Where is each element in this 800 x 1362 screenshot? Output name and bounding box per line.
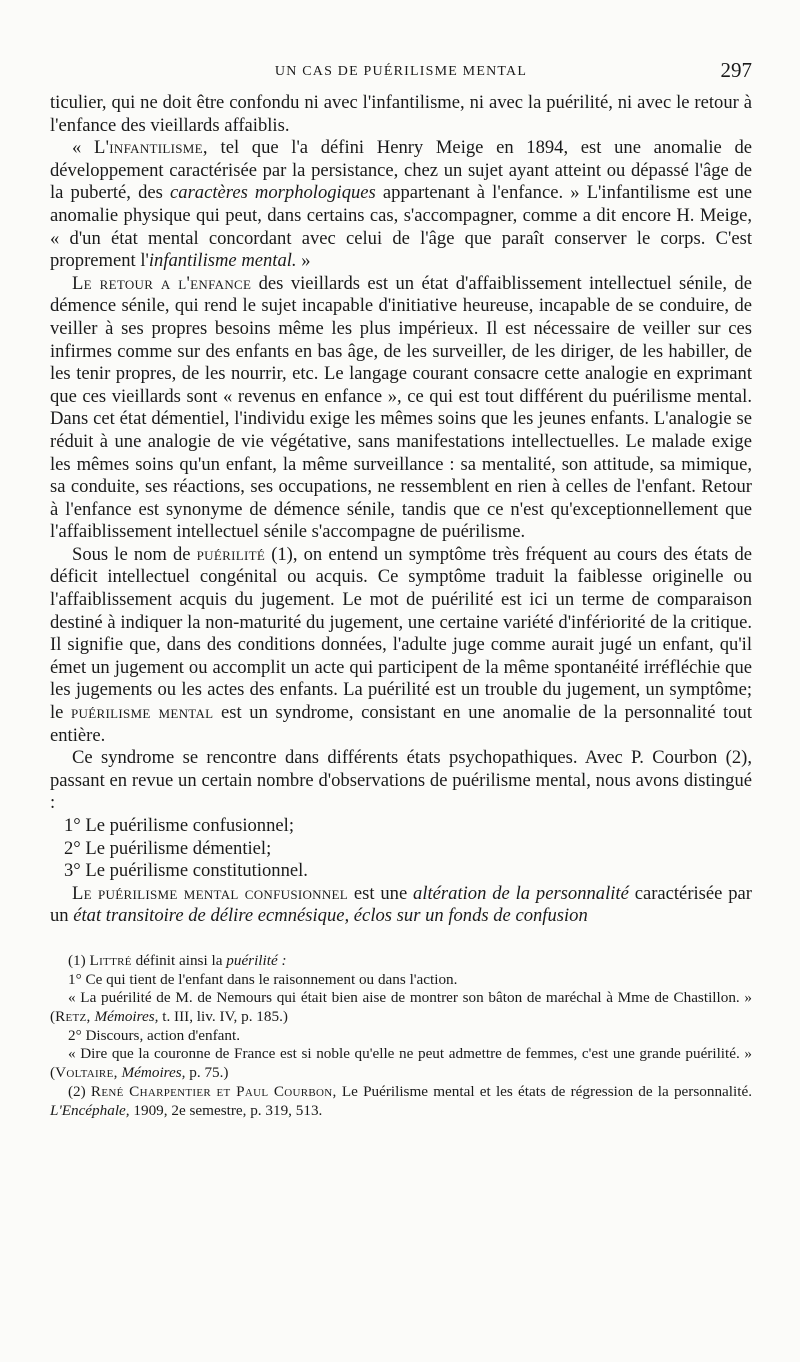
text-segment: appartenant à l'enfance. » L'infantilisme est une anomalie physique qui peut, dans certains cas, s'accompagner, comme a dit encore H. Meige, « d'un état mental concordant avec celui de l'âge que paraît conserver le corps. C'est proprement l' [50,182,752,272]
text-segment: « Dire que la couronne de France est si noble qu'elle ne peut admettre de femmes, c'est une grande puérilité. » ( [50,1045,752,1082]
text-segment: des vieillards est un état d'affaiblissement intellectuel sénile, de démence sénile, qui rend le sujet incapable d'initiative heureuse, incapable de se conduire, de veiller à ses propres besoins même les plus impérieux. Il est nécessaire de veiller sur ces infirmes comme sur des enfants en bas âge, de les surveiller, de les diriger, de les habiller, de les tenir propres, de les nourrir, etc. Le langage courant consacre cette analogie en exprimant que ces vieillards sont « revenus en enfance », ce qui est tout différent du puérilisme mental. Dans cet état démentiel, l'individu exige les mêmes soins que les jeunes enfants. L'analogie se réduit à une analogie de vie végétative, sans manifestations intellectuelles. Le malade exige les mêmes soins qu'un enfant, la même surveillance : sa mentalité, son attitude, sa mimique, sa conduite, ses réactions, ses occupations, ne ressemblent en rien à celles de l'enfant. Retour à l'enfance est synonyme de démence sénile, tandis que ce n'est qu'exceptionnellement que l'affaiblissement intellectuel sénile s'accompagne de puérilisme. [50,272,752,543]
text-segment: p. 75.) [185,1064,229,1082]
text-segment: définit ainsi la [131,951,227,969]
footnote-quote [50,1045,752,1082]
running-head [50,58,752,92]
text-segment: t. III, liv. IV, p. 185.) [158,1008,288,1026]
text-segment: » [296,250,311,272]
paragraph-continuation: ticulier, qui ne doit être confondu ni avec l'infantilisme, ni avec la puérilité, ni avec le retour à l'enfance des vieillards affaiblis. [50,92,752,136]
enumerated-list [50,815,752,883]
text-segment: « La puérilité de M. de Nemours qui était bien aise de montrer son bâton de maréchal à Mme de Chastillon. » ( [50,989,752,1026]
term-puerilisme-mental: puérilisme mental [71,702,214,724]
paragraph-infantilisme [50,137,752,273]
emphasis-text: L'Encéphale, [50,1101,130,1119]
footnotes [50,952,752,1120]
term-puerilisme-confusionnel: Le puérilisme mental confusionnel [72,882,349,904]
list-item: 2° Le puérilisme démentiel; [64,837,272,859]
text-segment: Sous le nom de [72,543,197,565]
author-name: René Charpentier et Paul Courbon, [90,1082,337,1100]
emphasis-text: Mémoires, [117,1064,186,1082]
list-item: 1° Le puérilisme confusionnel; [64,815,294,836]
emphasis-text: puérilité : [226,951,287,969]
text-segment: tel que l'a défini Henry Meige en 1894, est une anomalie de développement caractérisée par la persistance, chez un sujet ayant atteint ou dépassé l'âge de la puberté, des [50,137,752,204]
emphasis-text: état transitoire de délire ecmnésique, éclos sur un fonds de confusion [73,905,588,927]
author-name: Retz, [55,1008,91,1026]
text-segment: est un syndrome, consistant en une anomalie de la personnalité tout entière. [50,702,752,746]
term-infantilisme: L'infantilisme, [93,137,208,159]
paragraph-puerilite [50,544,752,747]
text-segment: est une [348,882,414,904]
list-item: 3° Le puérilisme constitutionnel. [64,860,308,882]
author-name: Littré [89,951,132,969]
footnote-marker: (2) [68,1082,91,1100]
emphasis-text: infantilisme mental. [148,250,297,272]
text-segment: caractérisée par un [50,882,752,927]
emphasis-text: altération de la personnalité [413,882,629,904]
author-name: Voltaire, [55,1064,118,1082]
footnote-line: 1° Ce qui tient de l'enfant dans le raisonnement ou dans l'action. [68,970,458,988]
footnote-line: 2° Discours, action d'enfant. [68,1026,241,1044]
footnote-2 [50,1083,752,1120]
text-segment: 1909, 2e semestre, p. 319, 513. [129,1101,323,1119]
footnote-quote [50,989,752,1026]
emphasis-text: Mémoires, [90,1008,159,1026]
term-retour-enfance: Le retour a l'enfance [72,272,252,294]
paragraph-confusionnel [50,883,752,928]
paragraph-retour-enfance [50,273,752,544]
footnote-1 [50,952,752,971]
footnote-marker: (1) [68,951,90,969]
body-text [50,92,752,928]
emphasis-text: caractères morphologiques [170,182,376,204]
running-title: UN CAS DE PUÉRILISME MENTAL [274,64,528,79]
text-segment: Le Puérilisme mental et les états de régression de la personnalité. [336,1082,752,1100]
term-puerilite: puérilité [196,543,266,565]
page-number: 297 [720,58,752,82]
quote-open: « [72,137,94,159]
text-segment: (1), on entend un symptôme très fréquent au cours des états de déficit intellectuel congénital ou acquis. Ce symptôme traduit la faiblesse originelle ou l'affaiblissement acquis du jugement. Le mot de puérilité est ici un terme de comparaison destiné à indiquer la non-maturité du jugement, une certaine variété d'infériorité de la critique. Il signifie que, dans des conditions données, l'adulte juge comme aurait jugé un enfant, qu'il émet un jugement ou accomplit un acte qui participent de la même spontanéité irréfléchie que les jugements ou les actes des enfants. La puérilité est un trouble du jugement, un symptôme; le [50,543,753,724]
paragraph-syndrome: Ce syndrome se rencontre dans différents états psychopathiques. Avec P. Courbon (2), passant en revue un certain nombre d'observations de puérilisme mental, nous avons distingué : [50,747,752,814]
